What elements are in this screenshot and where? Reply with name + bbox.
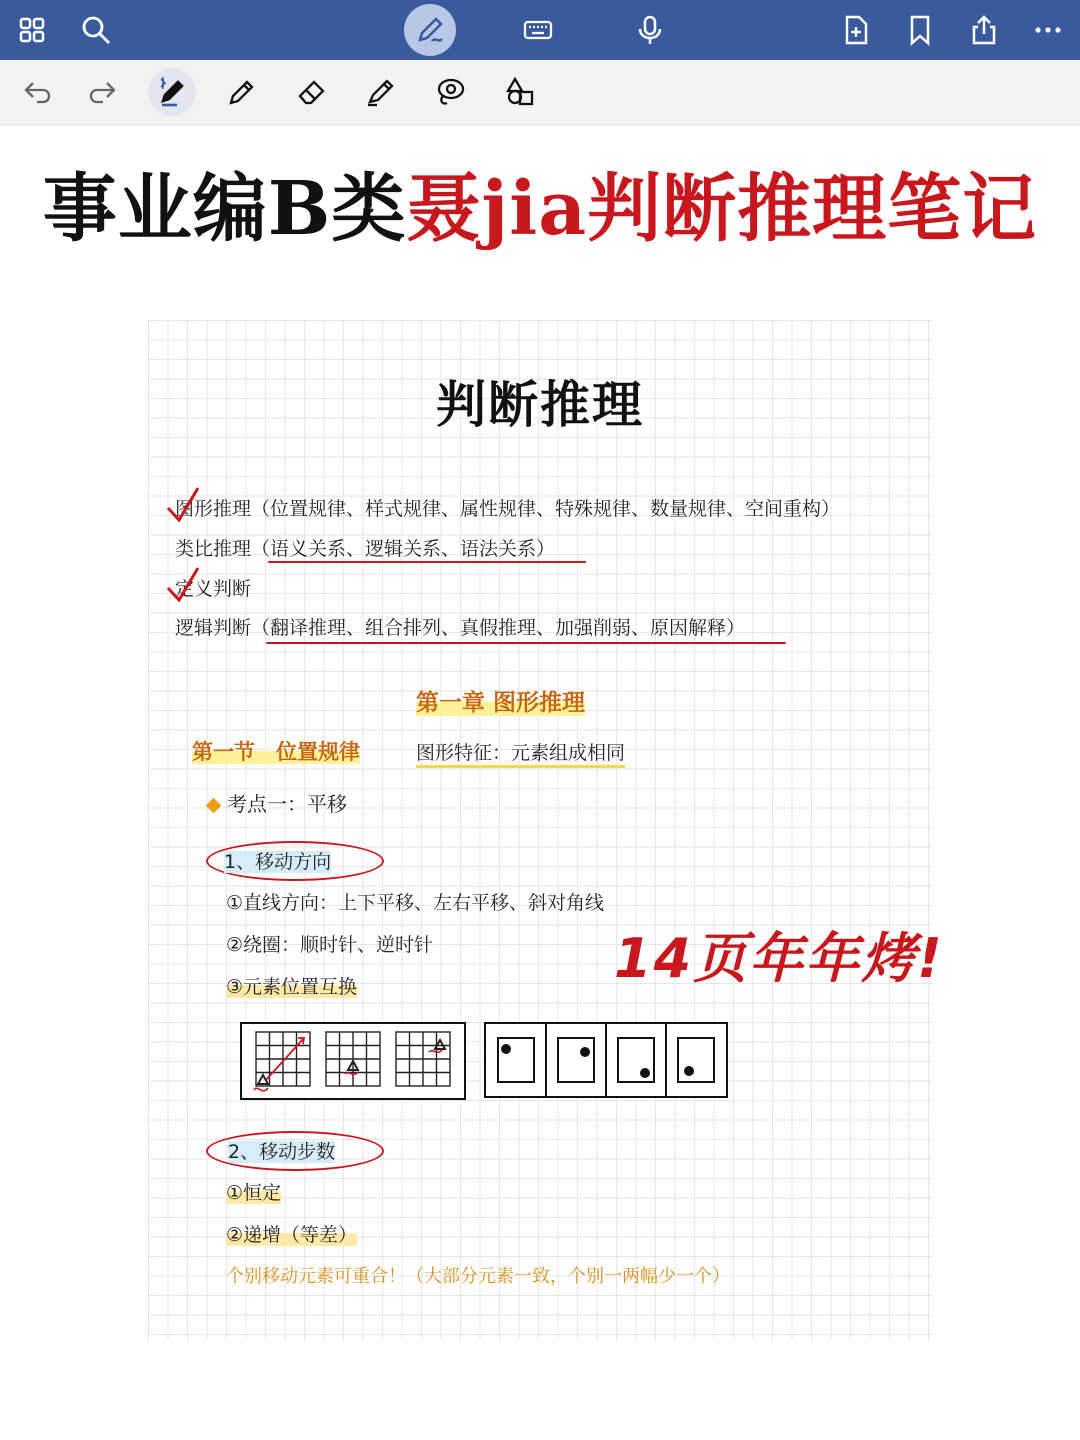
- pencil-icon[interactable]: [218, 68, 266, 116]
- check-mark-icon: [164, 486, 204, 526]
- bookmark-icon[interactable]: [890, 0, 950, 60]
- page-title: 判断推理: [436, 375, 644, 434]
- app-toolbar: [0, 0, 1080, 60]
- search-icon[interactable]: [66, 0, 126, 60]
- diamond-bullet-icon: [206, 798, 222, 814]
- underline-mark: [266, 642, 786, 644]
- list-item: ①恒定: [226, 1182, 282, 1204]
- lasso-icon[interactable]: [426, 68, 474, 116]
- list-item: ②绕圈：顺时针、逆时针: [226, 934, 434, 956]
- list-item: 类比推理（语义关系、逻辑关系、语法关系）: [175, 538, 556, 560]
- highlighter-icon[interactable]: [356, 68, 404, 116]
- point-heading: 考点一：平移: [208, 788, 347, 817]
- note-page: [148, 320, 932, 1340]
- dot-figure: [486, 1024, 726, 1096]
- undo-icon[interactable]: [14, 68, 62, 116]
- pen-mode-icon[interactable]: [404, 4, 456, 56]
- grid-icon[interactable]: [2, 0, 62, 60]
- list-item: ③元素位置互换: [226, 976, 358, 998]
- check-mark-icon: [164, 566, 204, 606]
- subheading: 1、移动方向: [224, 851, 332, 873]
- shapes-icon[interactable]: [496, 68, 544, 116]
- example-figure-grids: [240, 1022, 466, 1100]
- headline-part2: 聂jia判断推理笔记: [406, 166, 1038, 252]
- list-item: ②递增（等差）: [226, 1224, 358, 1246]
- mic-icon[interactable]: [620, 0, 680, 60]
- more-icon[interactable]: [1018, 0, 1078, 60]
- eraser-icon[interactable]: [288, 68, 336, 116]
- bluetooth-pen-icon[interactable]: [148, 68, 196, 116]
- share-icon[interactable]: [954, 0, 1014, 60]
- keyboard-icon[interactable]: [508, 0, 568, 60]
- tip-text: 个别移动元素可重合！（大部分元素一致，个别一两幅少一个）: [226, 1266, 730, 1287]
- overlay-annotation: 14页年年烤!: [614, 927, 944, 990]
- headline-part1: 事业编B类: [42, 166, 407, 252]
- tool-row: [0, 60, 1080, 125]
- redo-icon[interactable]: [78, 68, 126, 116]
- list-item: ①直线方向：上下平移、左右平移、斜对角线: [226, 892, 605, 914]
- underline-mark: [268, 561, 586, 563]
- headline: [0, 150, 1080, 256]
- subheading: 2、移动步数: [228, 1141, 336, 1163]
- example-figure-dots: [484, 1022, 728, 1098]
- add-page-icon[interactable]: [826, 0, 886, 60]
- grid-figure: [242, 1024, 464, 1098]
- feature-note: 图形特征：元素组成相同: [416, 738, 625, 768]
- list-item: 逻辑判断（翻译推理、组合排列、真假推理、加强削弱、原因解释）: [175, 617, 746, 639]
- section-heading: 第一节 位置规律: [192, 740, 360, 764]
- list-item: 定义判断: [175, 578, 252, 600]
- list-item: 图形推理（位置规律、样式规律、属性规律、特殊规律、数量规律、空间重构）: [175, 498, 841, 520]
- chapter-heading: 第一章 图形推理: [416, 690, 586, 716]
